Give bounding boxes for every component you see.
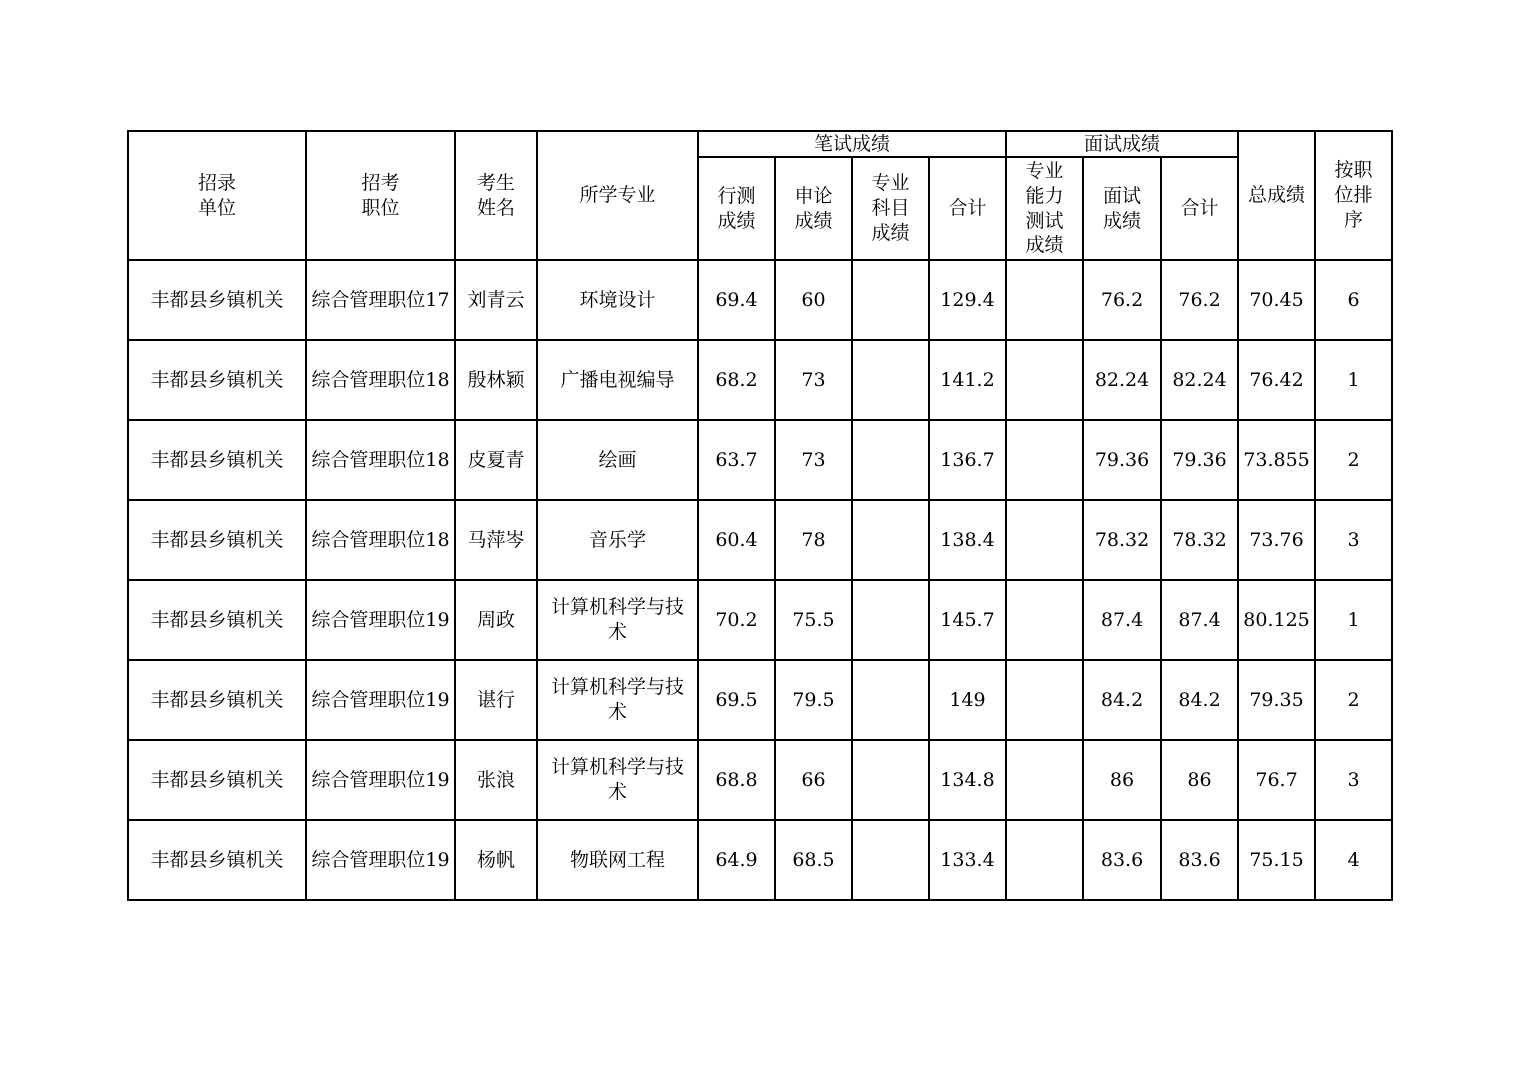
header-interview-total: 合计 bbox=[1161, 157, 1238, 260]
cell-major: 音乐学 bbox=[537, 500, 698, 580]
cell-interview-score: 86 bbox=[1083, 740, 1161, 820]
cell-professional-test bbox=[1006, 660, 1083, 740]
header-interview-group: 面试成绩 bbox=[1006, 131, 1238, 157]
cell-total: 75.15 bbox=[1238, 820, 1315, 900]
cell-rank: 1 bbox=[1315, 580, 1392, 660]
score-sheet bbox=[127, 130, 1391, 901]
cell-post: 综合管理职位18 bbox=[306, 500, 455, 580]
cell-shenlun: 60 bbox=[775, 260, 852, 340]
cell-name: 殷林颖 bbox=[455, 340, 537, 420]
table-row bbox=[128, 260, 1392, 340]
cell-rank: 3 bbox=[1315, 740, 1392, 820]
cell-name: 周政 bbox=[455, 580, 537, 660]
header-written-group: 笔试成绩 bbox=[698, 131, 1006, 157]
score-table bbox=[127, 130, 1393, 901]
cell-written-total: 134.8 bbox=[929, 740, 1006, 820]
cell-unit: 丰都县乡镇机关 bbox=[128, 500, 306, 580]
cell-interview-score: 82.24 bbox=[1083, 340, 1161, 420]
cell-post: 综合管理职位19 bbox=[306, 660, 455, 740]
cell-professional-test bbox=[1006, 580, 1083, 660]
cell-name: 杨帆 bbox=[455, 820, 537, 900]
cell-special-subject bbox=[852, 260, 929, 340]
table-row bbox=[128, 740, 1392, 820]
header-interview-score: 面试成绩 bbox=[1083, 157, 1161, 260]
cell-total: 73.855 bbox=[1238, 420, 1315, 500]
cell-interview-score: 76.2 bbox=[1083, 260, 1161, 340]
cell-interview-total: 84.2 bbox=[1161, 660, 1238, 740]
cell-post: 综合管理职位18 bbox=[306, 420, 455, 500]
cell-shenlun: 73 bbox=[775, 420, 852, 500]
cell-post: 综合管理职位19 bbox=[306, 820, 455, 900]
cell-major: 环境设计 bbox=[537, 260, 698, 340]
cell-rank: 6 bbox=[1315, 260, 1392, 340]
table-row bbox=[128, 420, 1392, 500]
cell-total: 79.35 bbox=[1238, 660, 1315, 740]
cell-xingce: 68.8 bbox=[698, 740, 775, 820]
cell-total: 70.45 bbox=[1238, 260, 1315, 340]
cell-shenlun: 78 bbox=[775, 500, 852, 580]
cell-interview-score: 87.4 bbox=[1083, 580, 1161, 660]
cell-special-subject bbox=[852, 820, 929, 900]
cell-interview-total: 76.2 bbox=[1161, 260, 1238, 340]
cell-interview-total: 82.24 bbox=[1161, 340, 1238, 420]
cell-shenlun: 75.5 bbox=[775, 580, 852, 660]
cell-name: 马萍岑 bbox=[455, 500, 537, 580]
header-written-total: 合计 bbox=[929, 157, 1006, 260]
cell-special-subject bbox=[852, 420, 929, 500]
cell-unit: 丰都县乡镇机关 bbox=[128, 580, 306, 660]
cell-shenlun: 79.5 bbox=[775, 660, 852, 740]
cell-written-total: 129.4 bbox=[929, 260, 1006, 340]
table-header bbox=[128, 131, 1392, 260]
cell-post: 综合管理职位17 bbox=[306, 260, 455, 340]
cell-unit: 丰都县乡镇机关 bbox=[128, 420, 306, 500]
cell-professional-test bbox=[1006, 500, 1083, 580]
cell-major: 计算机科学与技术 bbox=[537, 740, 698, 820]
cell-written-total: 141.2 bbox=[929, 340, 1006, 420]
cell-interview-total: 87.4 bbox=[1161, 580, 1238, 660]
header-total: 总成绩 bbox=[1238, 131, 1315, 260]
cell-total: 76.42 bbox=[1238, 340, 1315, 420]
cell-xingce: 68.2 bbox=[698, 340, 775, 420]
cell-unit: 丰都县乡镇机关 bbox=[128, 260, 306, 340]
cell-total: 73.76 bbox=[1238, 500, 1315, 580]
cell-special-subject bbox=[852, 660, 929, 740]
cell-xingce: 70.2 bbox=[698, 580, 775, 660]
table-row bbox=[128, 340, 1392, 420]
cell-written-total: 133.4 bbox=[929, 820, 1006, 900]
cell-xingce: 69.4 bbox=[698, 260, 775, 340]
cell-written-total: 136.7 bbox=[929, 420, 1006, 500]
cell-written-total: 145.7 bbox=[929, 580, 1006, 660]
cell-unit: 丰都县乡镇机关 bbox=[128, 660, 306, 740]
cell-name: 皮夏青 bbox=[455, 420, 537, 500]
header-unit: 招录单位 bbox=[128, 131, 306, 260]
cell-rank: 2 bbox=[1315, 660, 1392, 740]
table-row bbox=[128, 660, 1392, 740]
table-row bbox=[128, 500, 1392, 580]
cell-xingce: 69.5 bbox=[698, 660, 775, 740]
cell-rank: 4 bbox=[1315, 820, 1392, 900]
cell-major: 计算机科学与技术 bbox=[537, 660, 698, 740]
cell-major: 广播电视编导 bbox=[537, 340, 698, 420]
cell-professional-test bbox=[1006, 260, 1083, 340]
cell-special-subject bbox=[852, 500, 929, 580]
cell-post: 综合管理职位19 bbox=[306, 740, 455, 820]
header-post: 招考职位 bbox=[306, 131, 455, 260]
header-special-subject: 专业科目成绩 bbox=[852, 157, 929, 260]
cell-major: 计算机科学与技术 bbox=[537, 580, 698, 660]
cell-professional-test bbox=[1006, 740, 1083, 820]
cell-professional-test bbox=[1006, 420, 1083, 500]
header-rank: 按职位排序 bbox=[1315, 131, 1392, 260]
cell-total: 80.125 bbox=[1238, 580, 1315, 660]
cell-professional-test bbox=[1006, 340, 1083, 420]
cell-post: 综合管理职位19 bbox=[306, 580, 455, 660]
cell-shenlun: 73 bbox=[775, 340, 852, 420]
cell-rank: 3 bbox=[1315, 500, 1392, 580]
cell-interview-total: 83.6 bbox=[1161, 820, 1238, 900]
cell-rank: 1 bbox=[1315, 340, 1392, 420]
header-professional-test: 专业能力测试成绩 bbox=[1006, 157, 1083, 260]
cell-interview-total: 86 bbox=[1161, 740, 1238, 820]
cell-unit: 丰都县乡镇机关 bbox=[128, 340, 306, 420]
cell-interview-score: 84.2 bbox=[1083, 660, 1161, 740]
cell-xingce: 63.7 bbox=[698, 420, 775, 500]
cell-unit: 丰都县乡镇机关 bbox=[128, 740, 306, 820]
cell-name: 刘青云 bbox=[455, 260, 537, 340]
cell-interview-total: 78.32 bbox=[1161, 500, 1238, 580]
cell-interview-score: 79.36 bbox=[1083, 420, 1161, 500]
cell-major: 绘画 bbox=[537, 420, 698, 500]
cell-post: 综合管理职位18 bbox=[306, 340, 455, 420]
cell-special-subject bbox=[852, 340, 929, 420]
cell-name: 张浪 bbox=[455, 740, 537, 820]
cell-major: 物联网工程 bbox=[537, 820, 698, 900]
cell-special-subject bbox=[852, 580, 929, 660]
cell-total: 76.7 bbox=[1238, 740, 1315, 820]
cell-interview-total: 79.36 bbox=[1161, 420, 1238, 500]
cell-shenlun: 68.5 bbox=[775, 820, 852, 900]
header-shenlun: 申论成绩 bbox=[775, 157, 852, 260]
cell-professional-test bbox=[1006, 820, 1083, 900]
table-row bbox=[128, 820, 1392, 900]
table-row bbox=[128, 580, 1392, 660]
cell-xingce: 60.4 bbox=[698, 500, 775, 580]
header-xingce: 行测成绩 bbox=[698, 157, 775, 260]
cell-unit: 丰都县乡镇机关 bbox=[128, 820, 306, 900]
cell-interview-score: 78.32 bbox=[1083, 500, 1161, 580]
cell-name: 谌行 bbox=[455, 660, 537, 740]
header-name: 考生姓名 bbox=[455, 131, 537, 260]
cell-shenlun: 66 bbox=[775, 740, 852, 820]
cell-written-total: 138.4 bbox=[929, 500, 1006, 580]
cell-special-subject bbox=[852, 740, 929, 820]
table-body bbox=[128, 260, 1392, 900]
cell-rank: 2 bbox=[1315, 420, 1392, 500]
cell-interview-score: 83.6 bbox=[1083, 820, 1161, 900]
cell-written-total: 149 bbox=[929, 660, 1006, 740]
header-major: 所学专业 bbox=[537, 131, 698, 260]
cell-xingce: 64.9 bbox=[698, 820, 775, 900]
